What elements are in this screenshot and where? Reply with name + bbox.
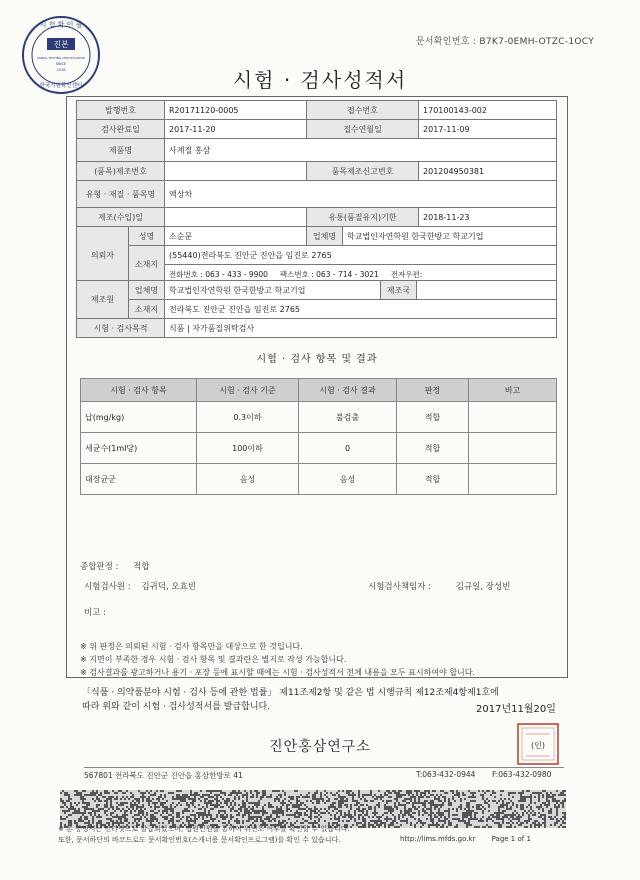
client-table <box>76 226 557 284</box>
report-no: 201204950381 <box>419 162 557 181</box>
client-label: 의뢰자 <box>77 227 129 284</box>
document-number: 문서확인번호 : B7K7-0EMH-OTZC-1OCY <box>415 37 594 47</box>
report-no-label: 품목제조신고번호 <box>307 162 419 181</box>
client-tel: 전화번호 : 063 - 433 - 9900 <box>169 269 268 279</box>
issue-no: R20171120-0005 <box>165 101 307 120</box>
issue-no-label: 발행번호 <box>77 101 165 120</box>
barcode-strip <box>60 790 566 828</box>
result-value: 음성 <box>299 464 397 495</box>
col-header-result: 시험 · 검사 결과 <box>299 379 397 402</box>
table-row <box>81 402 557 433</box>
result-item: 대장균군 <box>81 464 197 495</box>
responsible-value: 김규일, 장성빈 <box>455 582 511 592</box>
responsible-line <box>368 580 510 592</box>
result-item: 납(mg/kg) <box>81 402 197 433</box>
client-name-label: 성명 <box>129 227 165 246</box>
mfr-addr: 전라북도 진안군 진안읍 임진로 2765 <box>165 300 557 319</box>
country-label: 제조국 <box>381 281 417 300</box>
official-stamp <box>516 722 560 766</box>
col-header-standard: 시험 · 검사 기준 <box>197 379 299 402</box>
client-addr-label: 소재지 <box>129 246 165 284</box>
mfr-biz: 학교법인자연학원 한국한방고 학교기업 <box>165 281 381 300</box>
result-remark <box>469 464 557 495</box>
legal-statement <box>82 686 499 714</box>
col-header-remark: 비고 <box>469 379 557 402</box>
footer-url: http://lims.mfds.go.kr <box>400 835 476 843</box>
client-fax: 팩스번호 : 063 - 714 - 3021 <box>279 269 379 279</box>
seal-sub1-text: KOREA TESTING CERTIFICATION <box>37 56 85 60</box>
notes <box>80 640 475 679</box>
serial-value <box>165 162 307 181</box>
receipt-no-label: 접수번호 <box>307 101 419 120</box>
note-line: ※ 위 판정은 의뢰된 시험 · 검사 항목만을 대상으로 한 것입니다. <box>80 642 303 651</box>
note-line: ※ 지면이 부족한 경우 시험 · 검사 항목 및 결과란은 별지로 작성 가능합니다. <box>80 655 347 664</box>
issue-date: 2017년11월20일 <box>476 704 556 715</box>
lot-value <box>165 208 307 227</box>
result-remark <box>469 433 557 464</box>
table-row <box>81 433 557 464</box>
result-standard: 0.3이하 <box>197 402 299 433</box>
tester-label: 시험검사원 : <box>84 582 131 592</box>
seal-sub2-text: SINCE <box>55 62 67 66</box>
footer-fax: F:063-432-0980 <box>492 770 552 779</box>
tester-line <box>84 580 196 592</box>
tester-value: 김귀덕, 오효빈 <box>141 582 196 592</box>
note-line: ※ 검사결과를 광고하거나 용기 · 포장 등에 표시할 때에는 시험 · 검사성적서 전체 내용을 모두 표시하여야 합니다. <box>80 668 476 677</box>
result-standard: 음성 <box>197 464 299 495</box>
remark-label: 비고 : <box>84 608 106 618</box>
done-date: 2017-11-20 <box>165 120 307 139</box>
table-row <box>81 464 557 495</box>
law-line-2: 따라 위와 같이 시험 · 검사성적서를 발급합니다. <box>82 702 271 712</box>
receipt-date-label: 접수연월일 <box>307 120 419 139</box>
results-table <box>80 378 557 495</box>
seal-bottom-text: 한국시험확인센터 <box>39 83 83 89</box>
client-biz-label: 업체명 <box>307 227 343 246</box>
stamp-text: (인) <box>531 741 545 750</box>
result-remark <box>469 402 557 433</box>
judgment-value: 적합 <box>133 562 150 572</box>
footer-tel: T:063-432-0944 <box>416 770 476 779</box>
footer-url-page <box>400 835 531 843</box>
footer-note-2: 또한, 문서하단의 바코드로도 문서확인번호(스캐너용 문서확인프로그램)를 확인 수 있습니다. <box>58 836 341 844</box>
footer-address: 567801 전라북도 진안군 진안읍 홍삼한방로 41 <box>84 771 243 780</box>
expiry-value: 2018-11-23 <box>419 208 557 227</box>
receipt-date: 2017-11-09 <box>419 120 557 139</box>
page-number: Page 1 of 1 <box>491 835 531 843</box>
results-section-title: 시험 · 검사 항목 및 결과 <box>256 354 378 365</box>
footer-note-1: ※ 본 증명서는 인터넷으로 발급되었으며, 법원민원을 통하여 위변조 여부를 확인할 수 있습니다. <box>58 825 350 833</box>
country-value <box>417 281 557 300</box>
client-biz: 학교법인자연학원 한국한방고 학교기업 <box>343 227 557 246</box>
result-value: 0 <box>299 433 397 464</box>
responsible-label: 시험검사책임자 : <box>368 582 432 592</box>
col-header-judgment: 판정 <box>397 379 469 402</box>
seal-year-text: 2016 <box>56 68 66 72</box>
result-value: 불검출 <box>299 402 397 433</box>
purpose-table <box>76 318 557 338</box>
mfr-label: 제조원 <box>77 281 129 319</box>
manufacturer-table <box>76 280 557 319</box>
product-name: 사계절 홍삼 <box>165 139 557 162</box>
result-standard: 100이하 <box>197 433 299 464</box>
purpose-value: 식품 | 자가품질위탁검사 <box>165 319 557 338</box>
result-judgment: 적합 <box>397 464 469 495</box>
seal-center-text: 진본 <box>53 40 69 49</box>
serial-label: (품목)제조번호 <box>77 162 165 181</box>
client-addr: (55440)전라북도 진안군 진안읍 임진로 2765 <box>165 246 557 265</box>
result-judgment: 적합 <box>397 402 469 433</box>
footer-address-line <box>84 767 564 781</box>
mfr-biz-label: 업체명 <box>129 281 165 300</box>
done-date-label: 검사완료일 <box>77 120 165 139</box>
type-label: 유형 · 재질 · 품목명 <box>77 181 165 208</box>
result-judgment: 적합 <box>397 433 469 464</box>
judgment-line <box>80 560 150 572</box>
institute-name: 진안홍삼연구소 <box>269 739 371 755</box>
client-email: 전자우편: <box>390 269 423 279</box>
judgment-label: 종합판정 : <box>80 562 119 572</box>
mfr-addr-label: 소재지 <box>129 300 165 319</box>
expiry-label: 유통(품질유지)기한 <box>307 208 419 227</box>
seal-top-text: 시 험 확 인 필 <box>39 21 83 29</box>
client-name: 소순문 <box>165 227 307 246</box>
col-header-item: 시험 · 검사 항목 <box>81 379 197 402</box>
product-label: 제품명 <box>77 139 165 162</box>
info-table-top <box>76 100 557 227</box>
footer-notes <box>58 824 350 846</box>
type-value: 액상차 <box>165 181 557 208</box>
result-item: 세균수(1ml당) <box>81 433 197 464</box>
purpose-label: 시험 · 검사목적 <box>77 319 165 338</box>
lot-label: 제조(수입)일 <box>77 208 165 227</box>
receipt-no: 170100143-002 <box>419 101 557 120</box>
law-line-1: 「식품 · 의약품분야 시험 · 검사 등에 관한 법률」 제11조제2항 및 같은 법 시행규칙 제12조제4항제1호에 <box>82 688 499 698</box>
document-title: 시험 · 검사성적서 <box>232 68 408 92</box>
